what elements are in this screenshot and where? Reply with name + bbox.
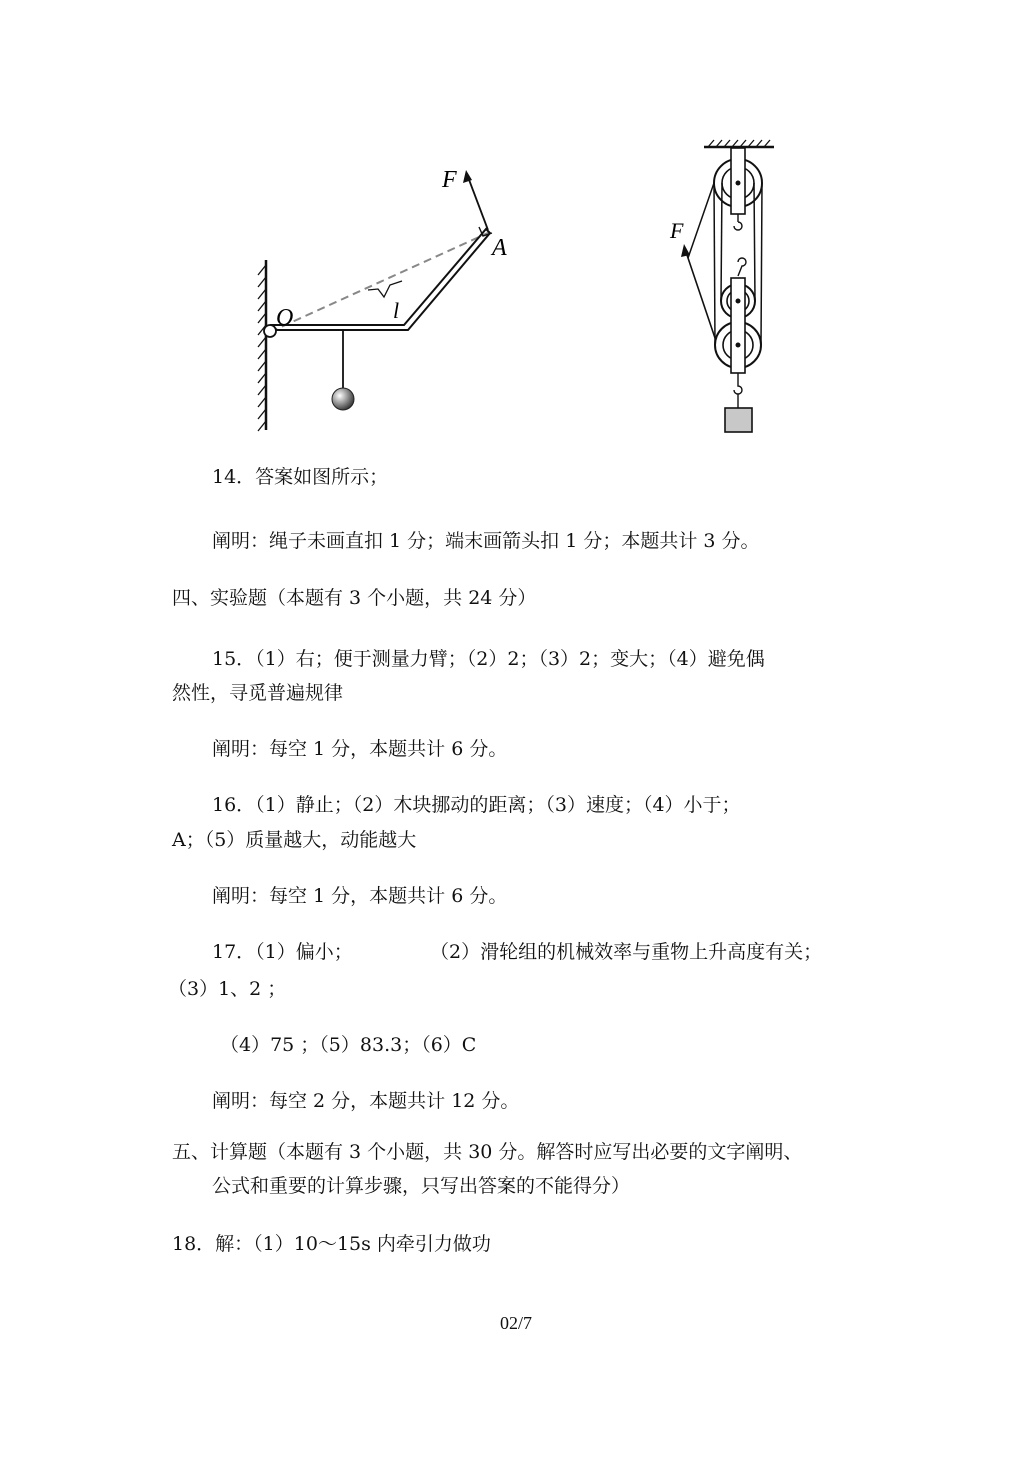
fixed-pulley-axle [736,181,741,186]
pull-force-line [686,252,715,338]
q14-answer: 14．答案如图所示； [212,466,389,488]
pull-force-arrowhead [681,244,690,257]
q18-answer: 18．解：（1）10～15s 内牵引力做功 [172,1233,491,1255]
weight-ball [332,388,354,410]
q16-answer-line1: 16．（1）静止；（2）木块挪动的距离；（3）速度；（4）小于； [212,794,741,816]
q15-note: 阐明：每空 1 分，本题共计 6 分。 [212,738,508,760]
label-O: O [276,305,294,331]
movable-pulley-hook [738,258,746,276]
section-4-heading: 四、实验题（本题有 3 个小题，共 24 分） [172,587,537,609]
q17-answer-part2: （2）滑轮组的机械效率与重物上升高度有关； [430,941,823,963]
page-number: 02/7 [499,1313,532,1333]
lever-bar [270,229,490,330]
label-F: F [442,167,457,193]
q17-answer-line2: （3）1、2 ； [168,978,287,1000]
q17-note: 阐明：每空 2 分，本题共计 12 分。 [212,1090,520,1112]
q17-answer-part1: 17．（1）偏小； [212,941,353,963]
fixed-pulley-hook [734,214,742,230]
q16-answer-line2: A；（5）质量越大，动能越大 [172,829,417,851]
q15-answer-line2: 然性，寻觅普遍规律 [172,682,344,704]
q15-answer-line1: 15．（1）右；便于测量力臂；（2）2；（3）2；变大；（4）避免偶 [212,648,765,670]
section-5-heading-line1: 五、计算题（本题有 3 个小题，共 30 分。解答时应写出必要的文字阐明、 [172,1141,803,1163]
pulley-label-F: F [670,218,684,243]
weight-block [725,408,752,432]
q14-note: 阐明：绳子未画直扣 1 分；端末画箭头扣 1 分；本题共计 3 分。 [212,530,760,552]
movable-pulley-axle-bottom [736,343,741,348]
lever-diagram [250,165,530,435]
q16-note: 阐明：每空 1 分，本题共计 6 分。 [212,885,508,907]
force-arrowhead [463,170,472,183]
force-arrow-line [468,177,488,230]
pulley-diagram [660,138,780,438]
movable-pulley-axle-top [736,299,741,304]
label-A: A [492,235,507,261]
movable-pulley-frame [731,278,745,373]
brace-mark [368,281,402,297]
pivot-circle [264,325,276,337]
q17-answer-line3: （4）75 ；（5）83.3；（6）C [220,1034,477,1056]
weight-hook [734,373,742,394]
label-l: l [393,298,400,323]
ropes [688,183,762,345]
section-5-heading-line2: 公式和重要的计算步骤，只写出答案的不能得分） [212,1175,631,1197]
lever-arm-dashed [270,232,490,332]
